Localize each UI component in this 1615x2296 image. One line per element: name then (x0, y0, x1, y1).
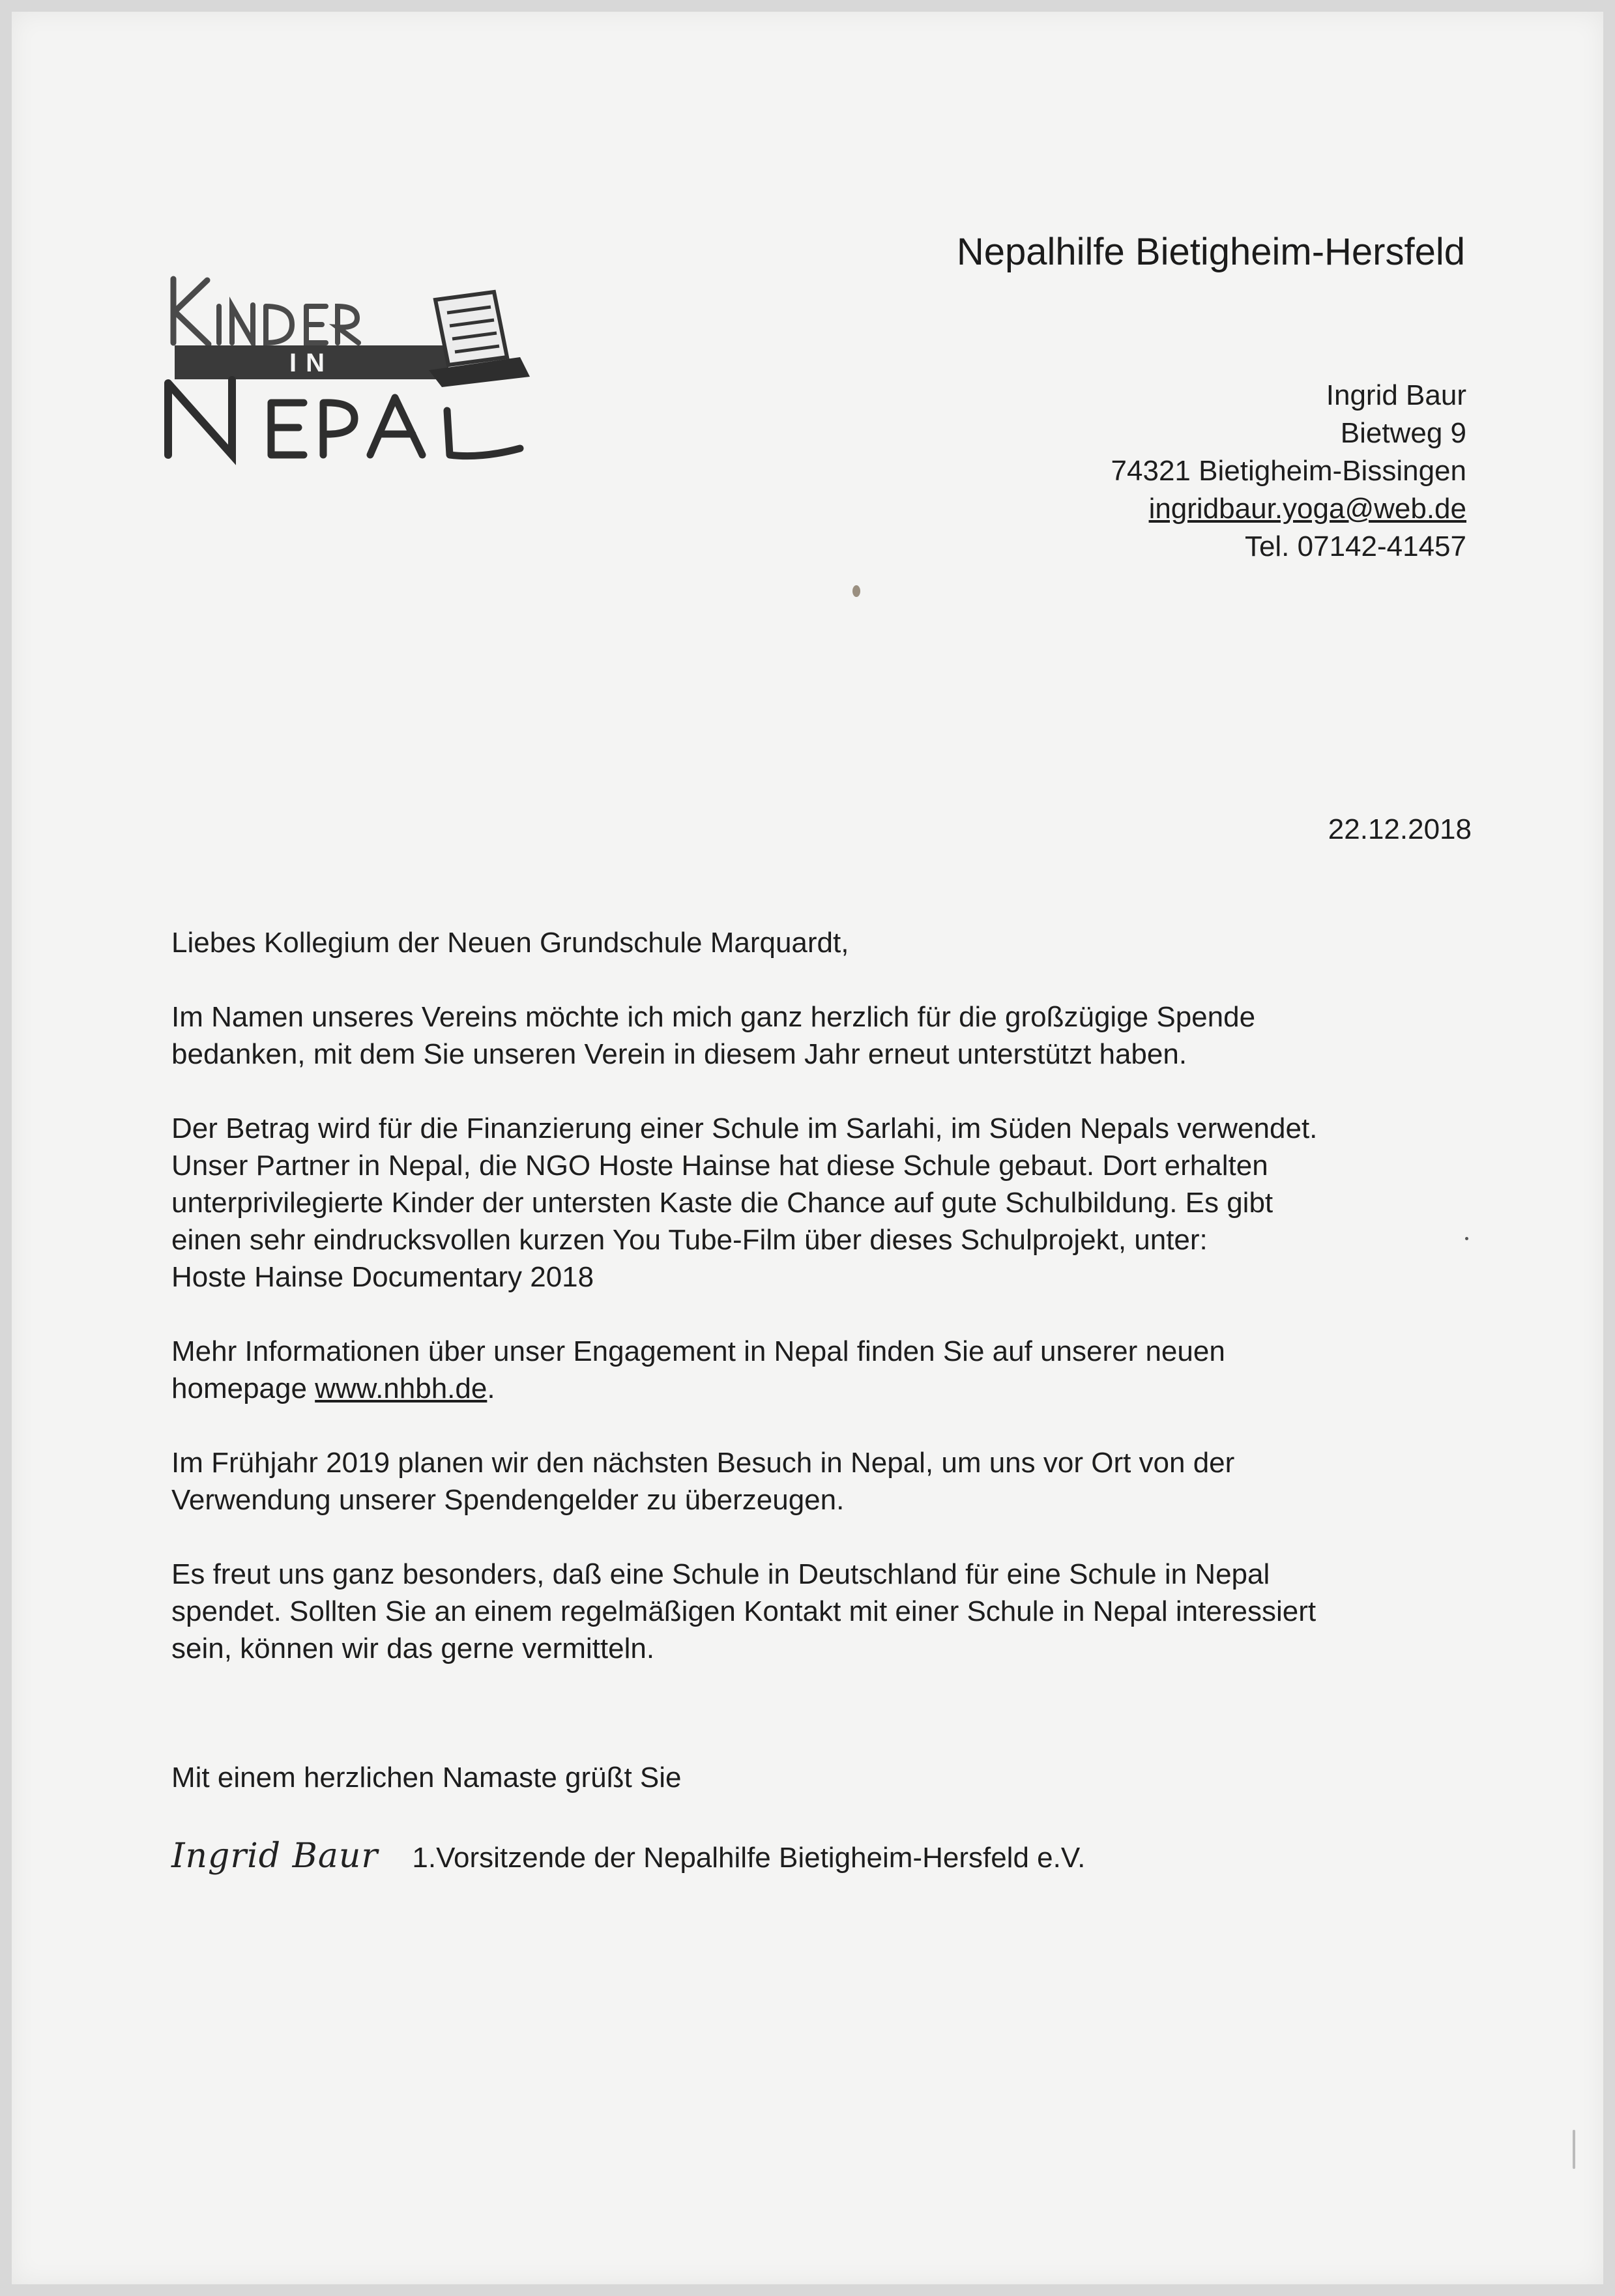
sender-street: Bietweg 9 (1340, 417, 1466, 449)
paragraph-5 (171, 1556, 1514, 1667)
homepage-suffix: . (487, 1373, 495, 1404)
homepage-link[interactable]: www.nhbh.de (315, 1373, 487, 1404)
text-line: Unser Partner in Nepal, die NGO Hoste Hainse hat diese Schule gebaut. Dort erhalten (171, 1150, 1268, 1182)
text-line: einen sehr eindrucksvollen kurzen You Tube-Film über dieses Schulprojekt, unter: (171, 1224, 1208, 1256)
homepage-prefix: homepage (171, 1373, 315, 1404)
signature-row (171, 1837, 1085, 1876)
signer-title: 1.Vorsitzende der Nepalhilfe Bietigheim-Hersfeld e.V. (412, 1842, 1086, 1874)
text-line: bedanken, mit dem Sie unseren Verein in diesem Jahr erneut unterstützt haben. (171, 1038, 1187, 1070)
text-line: sein, können wir das gerne vermitteln. (171, 1633, 655, 1664)
letter-date: 22.12.2018 (1328, 813, 1472, 845)
paragraph-4 (171, 1444, 1514, 1519)
scan-speck (1465, 1237, 1468, 1240)
text-line: spendet. Sollten Sie an einem regelmäßigen Kontakt mit einer Schule in Nepal interessiert (171, 1595, 1317, 1627)
salutation: Liebes Kollegium der Neuen Grundschule Marquardt, (171, 927, 849, 959)
handwritten-signature: Ingrid Baur (171, 1837, 379, 1876)
paragraph-1 (171, 998, 1514, 1073)
closing-line: Mit einem herzlichen Namaste grüßt Sie (171, 1762, 682, 1794)
text-line: Im Namen unseres Vereins möchte ich mich ganz herzlich für die großzügige Spende (171, 1001, 1256, 1033)
sender-name: Ingrid Baur (1326, 379, 1466, 411)
paragraph-2 (171, 1110, 1514, 1296)
text-line: Der Betrag wird für die Finanzierung einer Schule im Sarlahi, im Süden Nepals verwendet. (171, 1112, 1318, 1144)
letter-page (12, 12, 1603, 2284)
text-line (171, 1370, 1514, 1407)
scan-speck (1573, 2130, 1575, 2169)
text-line: Mehr Informationen über unser Engagement in Nepal finden Sie auf unserer neuen (171, 1335, 1225, 1367)
text-line: Im Frühjahr 2019 planen wir den nächsten Besuch in Nepal, um uns vor Ort von der (171, 1447, 1235, 1479)
scan-speck (852, 585, 860, 597)
sender-address (1111, 377, 1466, 566)
svg-text:IN: IN (289, 349, 334, 377)
text-line: Hoste Hainse Documentary 2018 (171, 1261, 594, 1293)
text-line: unterprivilegierte Kinder der untersten Kaste die Chance auf gute Schulbildung. Es gibt (171, 1187, 1273, 1219)
sender-city: 74321 Bietigheim-Bissingen (1111, 455, 1466, 487)
text-line: Es freut uns ganz besonders, daß eine Schule in Deutschland für eine Schule in Nepal (171, 1558, 1270, 1590)
letter-body (171, 924, 1514, 1704)
text-line: Verwendung unserer Spendengelder zu überzeugen. (171, 1484, 845, 1516)
sender-phone: Tel. 07142-41457 (1244, 530, 1466, 562)
paragraph-3 (171, 1333, 1514, 1407)
kinder-in-nepal-logo (155, 259, 559, 487)
organization-name: Nepalhilfe Bietigheim-Hersfeld (956, 231, 1465, 273)
sender-email-link[interactable]: ingridbaur.yoga@web.de (1148, 493, 1466, 525)
